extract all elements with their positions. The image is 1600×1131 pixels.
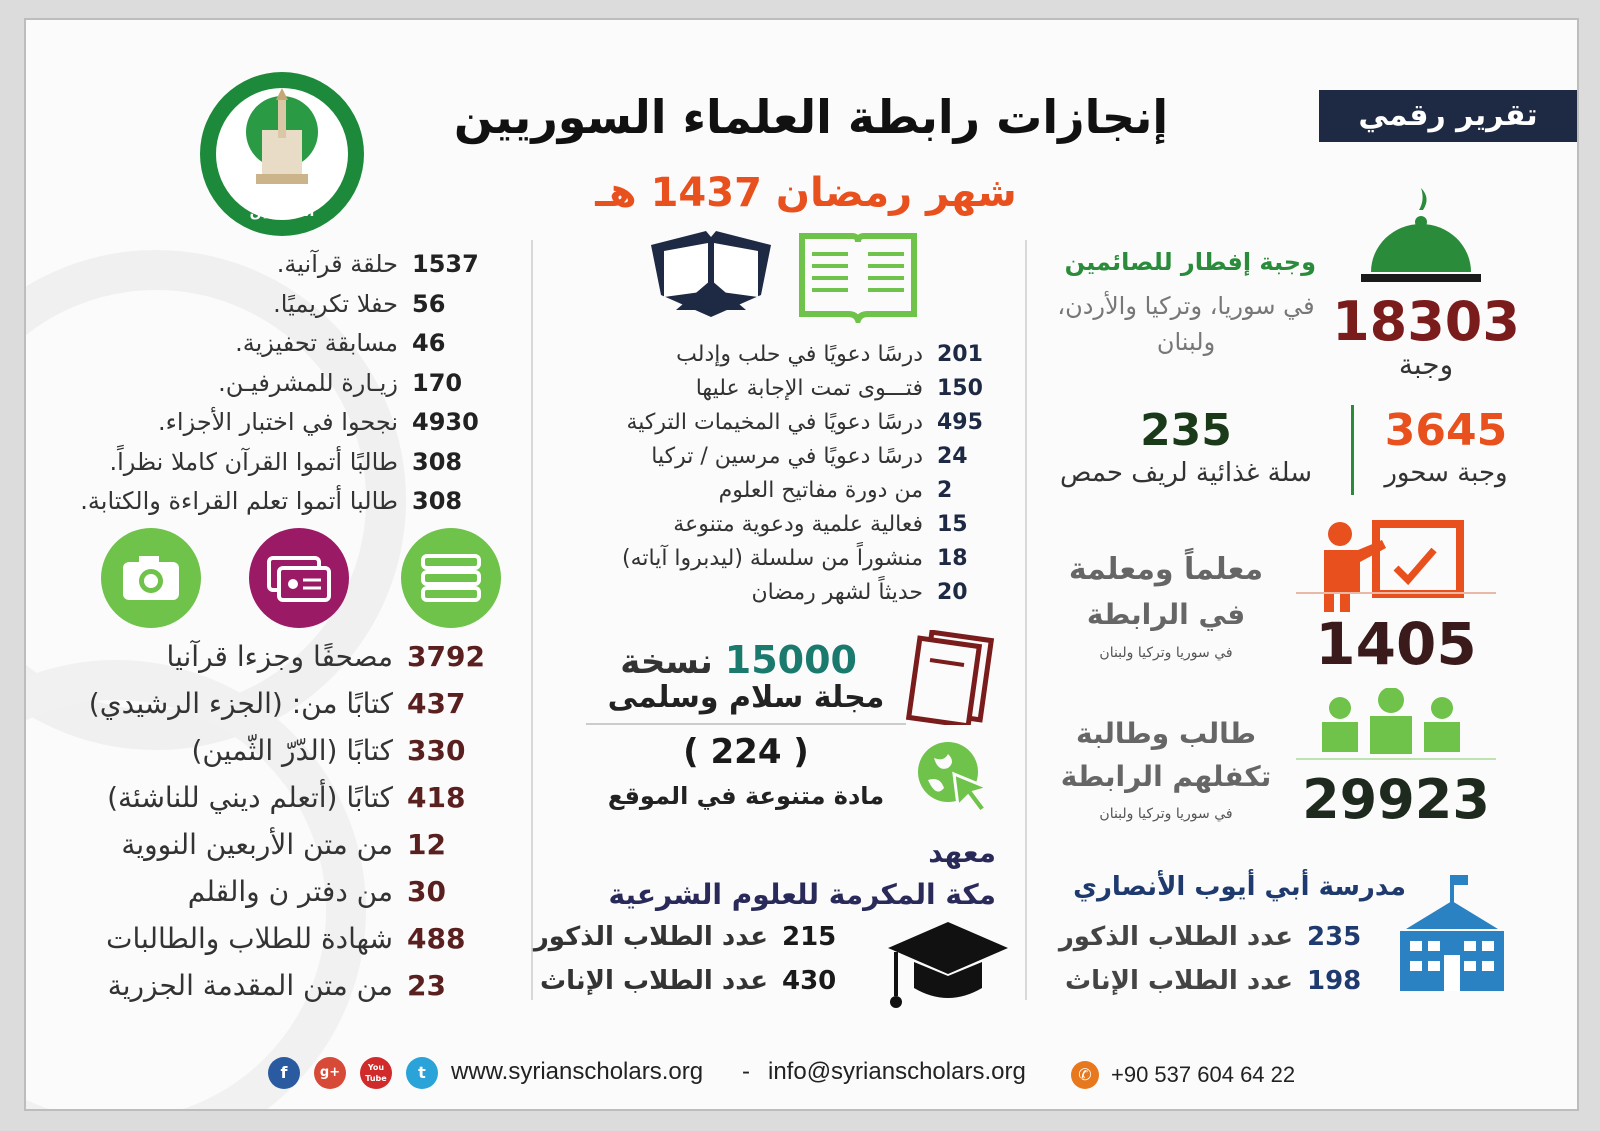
institute-row-label: عدد الطلاب الذكور xyxy=(533,922,768,952)
left-bottom-item-label: من دفتر ن والقلم xyxy=(187,875,393,908)
left-list-item-number: 56 xyxy=(412,289,446,318)
students-count: 29923 xyxy=(1302,768,1490,831)
divider xyxy=(586,723,906,725)
teachers-label1: معلماً ومعلمة xyxy=(1068,552,1264,587)
left-bottom-item xyxy=(107,781,492,814)
center-list-item-number: 20 xyxy=(937,580,968,605)
logo-text: رابطة العلماء السوريين xyxy=(236,188,328,220)
left-bottom-item-label: من متن المقدمة الجزرية xyxy=(107,969,393,1002)
left-bottom-item-number: 30 xyxy=(407,875,446,908)
twitter-icon[interactable]: t xyxy=(406,1057,438,1089)
magazine-icon xyxy=(906,630,996,725)
iftar-heading: وجبة إفطار للصائمين xyxy=(1064,248,1316,276)
left-bottom-item-number: 23 xyxy=(407,969,446,1002)
center-list-item-number: 150 xyxy=(937,376,983,401)
left-bottom-item-label: من متن الأربعين النووية xyxy=(121,828,393,861)
left-list-item-label: زيـارة للمشرفيـن. xyxy=(218,368,398,397)
left-bottom-item-label: شهادة للطلاب والطالبات xyxy=(106,922,393,955)
website-label: مادة متنوعة في الموقع xyxy=(607,782,885,810)
left-bottom-item-number: 488 xyxy=(407,922,466,955)
left-list-item-number: 308 xyxy=(412,447,463,476)
left-bottom-item xyxy=(167,640,492,673)
left-list-item-label: طالبًا أتموا القرآن كاملا نظراً. xyxy=(109,447,398,476)
books-icon xyxy=(401,528,501,628)
website-cursor-icon xyxy=(914,736,994,816)
center-list-item-number: 24 xyxy=(937,444,968,469)
graduation-cap-icon xyxy=(888,916,1008,1016)
center-list-item xyxy=(622,546,992,571)
center-list-item xyxy=(626,410,992,435)
left-bottom-item-number: 418 xyxy=(407,781,466,814)
center-list-item xyxy=(751,580,992,605)
iftar-unit: وجبة xyxy=(1398,348,1454,381)
left-list-item xyxy=(80,487,492,515)
website-count: ( 224 ) xyxy=(683,732,809,772)
camera-icon xyxy=(101,528,201,628)
left-bottom-item-number: 330 xyxy=(407,734,466,767)
divider xyxy=(1296,592,1496,594)
school-row xyxy=(1065,966,1377,996)
school-icon xyxy=(1396,875,1506,995)
center-list-item-label: منشوراً من سلسلة (ليدبروا آياته) xyxy=(622,546,923,571)
left-bottom-item xyxy=(106,922,492,955)
center-list-item xyxy=(651,444,992,469)
center-list-item-number: 15 xyxy=(937,512,968,537)
institute-row xyxy=(534,922,852,952)
iftar-places: في سوريا، وتركيا والأردن، ولبنان xyxy=(1057,292,1315,356)
institute-row xyxy=(540,966,852,996)
center-list-item-label: فتـــوى تمت الإجابة عليها xyxy=(695,376,923,401)
school-row-label: عدد الطلاب الإناث xyxy=(1064,966,1293,996)
footer-separator: - xyxy=(742,1058,750,1085)
left-bottom-item-number: 12 xyxy=(407,828,446,861)
infographic-frame xyxy=(24,18,1579,1111)
baskets-label: سلة غذائية لريف حمص xyxy=(1060,458,1312,488)
school-row-number: 198 xyxy=(1307,966,1362,996)
school-row xyxy=(1059,922,1377,952)
institute-row-number: 430 xyxy=(782,966,837,996)
teachers-places: في سوريا وتركيا ولبنان xyxy=(1099,645,1233,661)
phone-number: +90 537 604 64 22 xyxy=(1111,1062,1296,1087)
divider xyxy=(1025,240,1027,1000)
students-label1: طالب وطالبة xyxy=(1075,717,1256,750)
left-list-item xyxy=(218,369,492,397)
center-list-item-label: من دورة مفاتيح العلوم xyxy=(718,478,923,503)
baskets-count: 235 xyxy=(1140,405,1232,456)
magazine-count-row xyxy=(620,638,857,682)
suhoor-label: وجبة سحور xyxy=(1384,458,1508,488)
center-list-item-label: درسًا دعويًا في حلب وإدلب xyxy=(676,342,923,367)
students-label2: تكفلهم الرابطة xyxy=(1060,760,1272,793)
report-badge: تقرير رقمي xyxy=(1319,90,1577,142)
left-bottom-item-number: 437 xyxy=(407,687,466,720)
center-list-item-label: درسًا دعويًا في المخيمات التركية xyxy=(626,410,923,435)
institute-heading2: مكة المكرمة للعلوم الشرعية xyxy=(608,878,996,911)
left-bottom-item xyxy=(191,734,492,767)
institute-row-number: 215 xyxy=(782,922,837,952)
left-list-item xyxy=(158,408,492,436)
left-list-item xyxy=(277,250,492,278)
quran-icon xyxy=(646,225,776,320)
magazine-unit: نسخة xyxy=(620,642,713,682)
email-link[interactable]: info@syrianscholars.org xyxy=(768,1058,1026,1085)
school-heading: مدرسة أبي أيوب الأنصاري xyxy=(1073,872,1406,902)
google-plus-icon[interactable]: g+ xyxy=(314,1057,346,1089)
page-subtitle: شهر رمضان 1437 هـ xyxy=(595,170,1017,216)
left-list-item xyxy=(273,290,492,318)
meal-dish-icon xyxy=(1361,180,1491,290)
left-bottom-item-label: كتابًا (أتعلم ديني للناشئة) xyxy=(107,781,393,814)
open-book-icon xyxy=(798,228,918,323)
center-list-item-label: درسًا دعويًا في مرسين / تركيا xyxy=(651,444,923,469)
center-list-item-number: 201 xyxy=(937,342,983,367)
left-bottom-item xyxy=(108,969,492,1002)
left-bottom-item xyxy=(89,687,492,720)
card-icon xyxy=(249,528,349,628)
center-list-item xyxy=(719,478,992,503)
magazine-name: مجلة سلام وسلمى xyxy=(607,680,885,715)
left-list-item-label: حفلا تكريميًا. xyxy=(273,289,398,318)
divider xyxy=(1296,758,1496,760)
left-bottom-item-number: 3792 xyxy=(407,640,485,673)
divider xyxy=(531,240,533,1000)
school-row-number: 235 xyxy=(1307,922,1362,952)
left-list-item-label: نجحوا في اختبار الأجزاء. xyxy=(158,408,398,436)
left-bottom-item xyxy=(121,828,492,861)
left-list-item xyxy=(109,448,492,476)
left-list-item-label: حلقة قرآنية. xyxy=(276,250,398,278)
students-places: في سوريا وتركيا ولبنان xyxy=(1099,806,1233,822)
left-list-item-number: 170 xyxy=(412,368,463,397)
teachers-label2: في الرابطة xyxy=(1086,598,1246,631)
center-list-item-number: 495 xyxy=(937,410,983,435)
center-list-item-number: 18 xyxy=(937,546,968,571)
teacher-icon xyxy=(1316,520,1466,615)
logo xyxy=(198,70,366,238)
suhoor-count: 3645 xyxy=(1384,405,1508,456)
left-bottom-item-label: كتابًا من: (الجزء الرشيدي) xyxy=(88,687,393,720)
page-title: إنجازات رابطة العلماء السوريين xyxy=(453,90,1169,144)
iftar-count: 18303 xyxy=(1332,290,1520,353)
left-list-item-number: 46 xyxy=(412,329,446,357)
magazine-count: 15000 xyxy=(724,638,857,682)
center-list-item-label: فعالية علمية ودعوية متنوعة xyxy=(673,512,923,537)
phone-icon: ✆ xyxy=(1071,1061,1099,1089)
teachers-count: 1405 xyxy=(1315,610,1477,678)
left-list-item-number: 4930 xyxy=(412,408,479,436)
facebook-icon[interactable]: f xyxy=(268,1057,300,1089)
center-list-item-number: 2 xyxy=(937,478,953,503)
youtube-icon[interactable]: You Tube xyxy=(360,1057,392,1089)
left-bottom-item-label: مصحفًا وجزءا قرآنيا xyxy=(166,640,393,673)
left-list-item-number: 308 xyxy=(412,487,463,515)
institute-heading1: معهد xyxy=(928,836,996,869)
left-bottom-item-label: كتابًا (الدّرّ الثّمين) xyxy=(191,734,393,767)
left-list-item xyxy=(235,329,492,357)
left-list-item-label: طالبا أتموا تعلم القراءة والكتابة. xyxy=(80,487,398,515)
institute-row-label: عدد الطلاب الإناث xyxy=(539,966,768,996)
divider xyxy=(1351,405,1354,495)
students-icon xyxy=(1316,688,1466,768)
left-list-item-label: مسابقة تحفيزية. xyxy=(235,329,398,357)
school-row-label: عدد الطلاب الذكور xyxy=(1058,922,1293,952)
center-list-item xyxy=(673,512,992,537)
center-list-item-label: حديثاً لشهر رمضان xyxy=(751,580,923,605)
left-list-item-number: 1537 xyxy=(412,250,479,278)
center-list-item xyxy=(696,376,992,401)
left-bottom-item xyxy=(188,875,492,908)
center-list-item xyxy=(676,342,992,367)
website-link[interactable]: www.syrianscholars.org xyxy=(451,1058,704,1085)
